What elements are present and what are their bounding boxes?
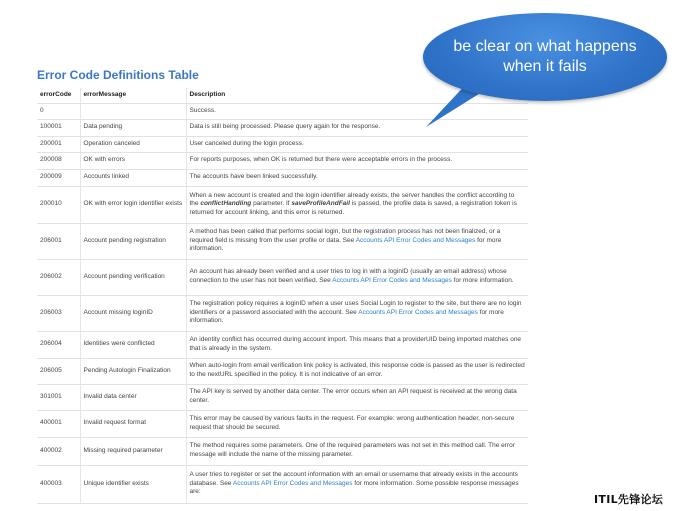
error-codes-link[interactable]: Accounts API Error Codes and Messages <box>358 308 478 316</box>
description-text: for more information. <box>189 236 502 253</box>
table-row <box>37 295 528 331</box>
error-code-cell: 400001 <box>37 410 80 437</box>
error-message-cell <box>80 103 186 119</box>
description-text: Data is still being processed. Please query again for the response. <box>189 123 381 131</box>
error-message-cell: OK with errors <box>80 152 186 169</box>
error-codes-link[interactable]: Accounts API Error Codes and Messages <box>355 236 476 244</box>
description-text: is passed, the profile data is saved, a registration token is returned for account linking, and this error is returned. <box>189 200 517 216</box>
speech-bubble-callout <box>423 13 667 101</box>
error-message-cell: OK with error login identifier exists <box>80 186 186 223</box>
error-code-cell: 200009 <box>37 169 80 186</box>
description-cell <box>186 331 528 358</box>
description-cell <box>186 384 528 410</box>
error-message-cell: Invalid request format <box>80 410 186 437</box>
description-cell <box>186 295 528 331</box>
error-code-cell: 100001 <box>37 119 80 136</box>
description-text: The registration policy requires a loginID when a user uses Social Login to register to the site, but there are no login identifiers or a password associated with the account. See <box>189 300 522 316</box>
table-row <box>37 136 528 152</box>
error-code-cell: 400002 <box>37 437 80 465</box>
description-cell <box>186 410 528 437</box>
table-row <box>37 169 528 186</box>
error-code-cell: 0 <box>37 103 80 119</box>
description-text: Success. <box>189 106 216 114</box>
error-code-cell: 400003 <box>37 465 80 503</box>
error-code-cell: 206002 <box>37 259 80 295</box>
table-row <box>37 152 528 169</box>
description-text: The method requires some parameters. One of the required parameters was not set in this method call. The error message will include the name of the missing parameter. <box>189 442 515 458</box>
description-cell <box>186 437 528 465</box>
description-text: for more information. <box>189 308 504 325</box>
error-code-cell: 200001 <box>37 136 80 152</box>
error-message-cell: Invalid data center <box>80 384 186 410</box>
parameter-value: saveProfileAndFail <box>291 200 350 208</box>
error-code-cell: 206004 <box>37 331 80 358</box>
column-header-errorcode: errorCode <box>37 88 80 103</box>
description-cell <box>186 186 528 223</box>
description-text: When a new account is created and the login identifier already exists, the server handles the conflict according to the <box>189 191 515 208</box>
description-text: A method has been called that performs social login, but the registration process has not been finalized, or a required field is missing from the user profile or data. See <box>189 228 501 244</box>
description-cell <box>186 465 528 503</box>
column-header-description: Description <box>186 88 528 103</box>
error-codes-link[interactable]: Accounts API Error Codes and Messages <box>232 479 353 487</box>
table-row <box>37 331 528 358</box>
error-code-cell: 200010 <box>37 186 80 223</box>
error-code-cell: 206005 <box>37 358 80 384</box>
table-row <box>37 410 528 437</box>
forum-watermark: ITIL先锋论坛 <box>594 493 664 506</box>
error-message-cell: Account pending registration <box>80 223 186 259</box>
error-message-cell: Missing required parameter <box>80 437 186 465</box>
column-header-errormessage: errorMessage <box>80 88 186 103</box>
error-message-cell: Unique identifier exists <box>80 465 186 503</box>
table-row <box>37 186 528 223</box>
description-text: for more information. <box>451 277 514 284</box>
table-row <box>37 358 528 384</box>
table-row <box>37 384 528 410</box>
error-code-cell: 301001 <box>37 384 80 410</box>
error-codes-link[interactable]: Accounts API Error Codes and Messages <box>332 277 452 284</box>
table-row <box>37 465 528 503</box>
error-message-cell: Account pending verification <box>80 259 186 295</box>
error-message-cell: Accounts linked <box>80 169 186 186</box>
callout-text-line-2: when it fails <box>503 58 587 75</box>
description-text: The accounts have been linked successfully. <box>189 173 318 181</box>
description-text: User canceled during the login process. <box>189 139 304 147</box>
error-message-cell: Identities were conflicted <box>80 331 186 358</box>
error-message-cell: Account missing loginID <box>80 295 186 331</box>
error-code-cell: 206003 <box>37 295 80 331</box>
error-code-cell: 200008 <box>37 152 80 169</box>
description-text: for more information. Some possible response messages are: <box>189 479 519 496</box>
description-text: The API key is served by another data center. The error occurs when an API request is received at the wrong data center. <box>189 388 517 404</box>
description-cell <box>186 358 528 384</box>
error-message-cell: Pending Autologin Finalization <box>80 358 186 384</box>
callout-text-line-1: be clear on what happens <box>453 38 637 55</box>
description-text: This error may be caused by various faults in the request. For example: wrong authentication header, non-secure request that should be secured. <box>189 414 515 431</box>
description-cell <box>186 152 528 169</box>
table-row <box>37 223 528 259</box>
description-cell <box>186 136 528 152</box>
description-text: An identity conflict has occurred during account import. This means that a providerUID being imported matches one that is already in the system. <box>189 335 522 352</box>
description-text: An account has already been verified and a user tries to log in with a loginID (usually an email address) whose connection to the user has not been verified. See <box>189 268 507 284</box>
description-cell <box>186 259 528 295</box>
description-text: A user tries to register or set the account information with an email or username that already exists in the accounts database. See <box>189 471 518 487</box>
description-cell <box>186 169 528 186</box>
parameter-name: conflictHandling <box>200 200 252 208</box>
error-message-cell: Data pending <box>80 119 186 136</box>
description-text: parameter. If <box>251 200 292 208</box>
description-text: For reports purposes, when OK is returned but there were acceptable errors in the process. <box>189 156 453 164</box>
error-message-cell: Operation canceled <box>80 136 186 152</box>
description-cell <box>186 223 528 259</box>
error-code-table <box>37 88 528 504</box>
description-text: When auto-login from email verification link policy is activated, this response code is passed as the user is redirected to the nextURL specified in the policy. It is not indicative of an error. <box>189 362 525 378</box>
table-row <box>37 259 528 295</box>
table-row <box>37 437 528 465</box>
error-code-cell: 206001 <box>37 223 80 259</box>
table-title: Error Code Definitions Table <box>37 68 199 82</box>
